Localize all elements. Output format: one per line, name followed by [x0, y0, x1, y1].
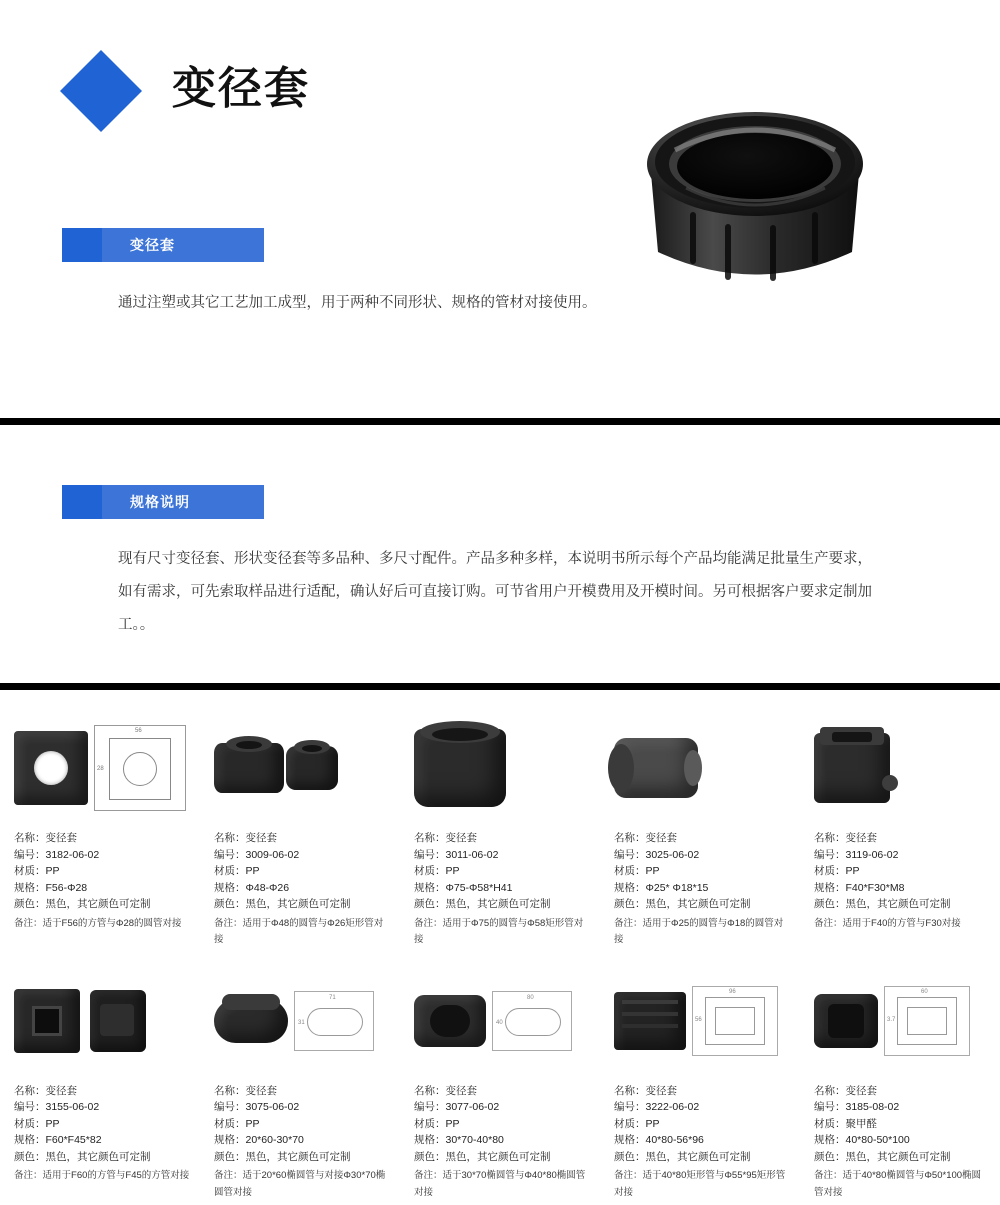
label-color: 颜色：: [814, 1151, 846, 1163]
label-name: 名称：: [214, 1085, 246, 1097]
product-specs: [414, 830, 590, 949]
value-material: PP: [646, 1118, 660, 1130]
value-color: 黑色，其它颜色可定制: [246, 1151, 351, 1163]
product-card: [800, 700, 1000, 953]
value-name: 变径套: [446, 832, 478, 844]
label-spec: 规格：: [214, 882, 246, 894]
technical-drawing-icon: 96 56: [692, 986, 778, 1056]
value-note: 适用于Φ25的圆管与Φ18的圆管对接: [614, 918, 783, 946]
tag-square-icon: [62, 228, 102, 262]
label-material: 材质：: [614, 1118, 646, 1130]
label-material: 材质：: [814, 865, 846, 877]
section-spec: [0, 425, 1000, 683]
value-name: 变径套: [646, 1085, 678, 1097]
label-name: 名称：: [414, 1085, 446, 1097]
value-note: 适用于F60的方管与F45的方管对接: [43, 1170, 190, 1181]
value-name: 变径套: [46, 1085, 78, 1097]
value-note: 适用于F40的方管与F30对接: [843, 918, 961, 929]
value-name: 变径套: [846, 1085, 878, 1097]
ribbed-bucket-icon: [414, 729, 506, 807]
value-material: PP: [846, 865, 860, 877]
label-name: 名称：: [214, 832, 246, 844]
product-specs: [414, 1083, 590, 1202]
label-note: 备注：: [14, 918, 43, 929]
label-material: 材质：: [414, 1118, 446, 1130]
label-spec: 规格：: [214, 1134, 246, 1146]
label-spec: 规格：: [814, 882, 846, 894]
tag-square-icon-2: [62, 485, 102, 519]
product-specs: [14, 830, 190, 932]
label-material: 材质：: [214, 865, 246, 877]
product-card: [0, 700, 200, 953]
product-specs: [214, 830, 390, 949]
label-note: 备注：: [14, 1170, 43, 1181]
cylinder-bushing-icon: [214, 743, 284, 793]
value-color: 黑色，其它颜色可定制: [646, 898, 751, 910]
value-color: 黑色，其它颜色可定制: [846, 1151, 951, 1163]
product-image: [614, 714, 790, 822]
technical-drawing-icon: 80 40: [492, 991, 572, 1051]
label-material: 材质：: [414, 865, 446, 877]
value-name: 变径套: [646, 832, 678, 844]
product-specs: [14, 1083, 190, 1185]
label-name: 名称：: [14, 832, 46, 844]
square-frame-icon: [14, 989, 80, 1053]
section-intro: [0, 0, 1000, 418]
value-spec: Φ48-Φ26: [246, 882, 290, 894]
label-note: 备注：: [414, 1170, 443, 1181]
divider-1: [0, 418, 1000, 425]
product-card: [200, 953, 400, 1205]
label-spec: 规格：: [414, 1134, 446, 1146]
value-code: 3185-08-02: [846, 1101, 900, 1113]
label-spec: 规格：: [614, 882, 646, 894]
value-color: 黑色，其它颜色可定制: [446, 1151, 551, 1163]
label-code: 编号：: [414, 1101, 446, 1113]
square-flange-icon: [14, 731, 88, 805]
label-spec: 规格：: [14, 1134, 46, 1146]
oval-plate-icon: [414, 995, 486, 1047]
value-note: 适于30*70椭圆管与Φ40*80椭圆管对接: [414, 1170, 585, 1198]
product-grid-wrapper: [0, 690, 1000, 1205]
product-image: [814, 967, 990, 1075]
label-spec: 规格：: [814, 1134, 846, 1146]
label-spec: 规格：: [414, 882, 446, 894]
label-color: 颜色：: [614, 1151, 646, 1163]
label-code: 编号：: [614, 849, 646, 861]
divider-2: [0, 683, 1000, 690]
technical-drawing-icon: 60 3.7: [884, 986, 970, 1056]
label-note: 备注：: [814, 1170, 843, 1181]
value-material: PP: [246, 865, 260, 877]
product-card: [400, 700, 600, 953]
label-name: 名称：: [14, 1085, 46, 1097]
product-image: [414, 967, 590, 1075]
label-material: 材质：: [14, 1118, 46, 1130]
label-note: 备注：: [414, 918, 443, 929]
label-color: 颜色：: [814, 898, 846, 910]
label-color: 颜色：: [14, 898, 46, 910]
product-image: [14, 967, 190, 1075]
label-code: 编号：: [614, 1101, 646, 1113]
label-material: 材质：: [614, 865, 646, 877]
value-material: 聚甲醛: [846, 1118, 878, 1130]
value-code: 3155-06-02: [46, 1101, 100, 1113]
product-card: [600, 700, 800, 953]
product-card: [400, 953, 600, 1205]
label-color: 颜色：: [214, 898, 246, 910]
label-color: 颜色：: [614, 898, 646, 910]
label-note: 备注：: [214, 1170, 243, 1181]
label-code: 编号：: [214, 1101, 246, 1113]
value-note: 适用于Φ75的圆管与Φ58矩形管对接: [414, 918, 583, 946]
label-name: 名称：: [814, 1085, 846, 1097]
value-spec: 20*60-30*70: [246, 1134, 304, 1146]
label-color: 颜色：: [214, 1151, 246, 1163]
hero-product-image: [620, 92, 890, 312]
title-row: [72, 62, 310, 120]
value-spec: 40*80-56*96: [646, 1134, 704, 1146]
value-material: PP: [446, 865, 460, 877]
label-note: 备注：: [614, 918, 643, 929]
product-specs: [814, 830, 990, 932]
value-name: 变径套: [246, 1085, 278, 1097]
product-card: [0, 953, 200, 1205]
value-material: PP: [46, 1118, 60, 1130]
label-color: 颜色：: [414, 898, 446, 910]
product-specs: [614, 1083, 790, 1202]
value-note: 适用于Φ48的圆管与Φ26矩形管对接: [214, 918, 383, 946]
value-color: 黑色，其它颜色可定制: [446, 898, 551, 910]
value-code: 3075-06-02: [246, 1101, 300, 1113]
product-image: [214, 967, 390, 1075]
clip-frame-icon: [814, 994, 878, 1048]
value-spec: Φ25* Φ18*15: [646, 882, 709, 894]
section-intro-tag-label: 变径套: [102, 228, 264, 262]
value-material: PP: [246, 1118, 260, 1130]
value-code: 3009-06-02: [246, 849, 300, 861]
value-color: 黑色，其它颜色可定制: [46, 898, 151, 910]
label-name: 名称：: [614, 1085, 646, 1097]
label-material: 材质：: [214, 1118, 246, 1130]
value-material: PP: [646, 865, 660, 877]
ring-bushing-icon: [286, 746, 338, 790]
label-spec: 规格：: [614, 1134, 646, 1146]
label-spec: 规格：: [14, 882, 46, 894]
product-card: [800, 953, 1000, 1205]
product-card: [200, 700, 400, 953]
value-name: 变径套: [846, 832, 878, 844]
product-image: [414, 714, 590, 822]
value-color: 黑色，其它颜色可定制: [846, 898, 951, 910]
product-card: [600, 953, 800, 1205]
value-note: 适于40*80矩形管与Φ55*95矩形管对接: [614, 1170, 785, 1198]
label-note: 备注：: [214, 918, 243, 929]
oval-cap-icon: [214, 999, 288, 1043]
value-code: 3011-06-02: [446, 849, 499, 861]
section-spec-description: 现有尺寸变径套、形状变径套等多品种、多尺寸配件。产品多种多样，本说明书所示每个产品均能满足批量生产要求，如有需求，可先索取样品进行适配，确认好后可直接订购。可节省用户开模费用及开模时间。另可根据客户要求定制加工。。: [118, 543, 878, 642]
stepped-plug-icon: [614, 738, 698, 798]
label-note: 备注：: [814, 918, 843, 929]
value-note: 适于40*80椭圆管与Φ50*100椭圆管对接: [814, 1170, 981, 1198]
value-spec: 40*80-50*100: [846, 1134, 910, 1146]
value-code: 3119-06-02: [846, 849, 899, 861]
value-color: 黑色，其它颜色可定制: [46, 1151, 151, 1163]
value-color: 黑色，其它颜色可定制: [246, 898, 351, 910]
label-color: 颜色：: [414, 1151, 446, 1163]
value-name: 变径套: [46, 832, 78, 844]
product-specs: [214, 1083, 390, 1202]
label-material: 材质：: [14, 865, 46, 877]
label-material: 材质：: [814, 1118, 846, 1130]
label-code: 编号：: [414, 849, 446, 861]
product-image: [814, 714, 990, 822]
square-back-icon: [90, 990, 146, 1052]
value-spec: 30*70-40*80: [446, 1134, 504, 1146]
value-spec: F56-Φ28: [46, 882, 88, 894]
page-title: 变径套: [172, 67, 310, 111]
section-spec-tag-label: 规格说明: [102, 485, 264, 519]
label-color: 颜色：: [14, 1151, 46, 1163]
value-code: 3025-06-02: [646, 849, 700, 861]
section-intro-description: 通过注塑或其它工艺加工成型，用于两种不同形状、规格的管材对接使用。: [118, 288, 618, 319]
product-image: [614, 967, 790, 1075]
value-material: PP: [46, 865, 60, 877]
value-code: 3077-06-02: [446, 1101, 500, 1113]
section-spec-tag: [62, 485, 264, 519]
label-note: 备注：: [614, 1170, 643, 1181]
value-spec: F60*F45*82: [46, 1134, 102, 1146]
label-name: 名称：: [814, 832, 846, 844]
value-note: 适于F56的方管与Φ28的圆管对接: [43, 918, 182, 929]
diamond-icon: [60, 50, 142, 132]
product-grid: [0, 700, 1000, 1205]
ribbed-rect-box-icon: [614, 992, 686, 1050]
reducer-bushing-illustration: [620, 92, 890, 312]
label-code: 编号：: [814, 849, 846, 861]
value-note: 适于20*60椭圆管与对接Φ30*70椭圆管对接: [214, 1170, 385, 1198]
label-code: 编号：: [214, 849, 246, 861]
label-name: 名称：: [614, 832, 646, 844]
label-code: 编号：: [14, 849, 46, 861]
value-name: 变径套: [246, 832, 278, 844]
product-specs: [814, 1083, 990, 1202]
value-material: PP: [446, 1118, 460, 1130]
product-image: [214, 714, 390, 822]
technical-drawing-icon: 56 28: [94, 725, 186, 811]
square-box-icon: [814, 733, 890, 803]
label-name: 名称：: [414, 832, 446, 844]
section-intro-tag: [62, 228, 264, 262]
value-spec: F40*F30*M8: [846, 882, 905, 894]
value-code: 3222-06-02: [646, 1101, 700, 1113]
value-spec: Φ75-Φ58*H41: [446, 882, 513, 894]
product-image: [14, 714, 190, 822]
label-code: 编号：: [14, 1101, 46, 1113]
technical-drawing-icon: 71 31: [294, 991, 374, 1051]
label-code: 编号：: [814, 1101, 846, 1113]
product-specs: [614, 830, 790, 949]
value-name: 变径套: [446, 1085, 478, 1097]
value-code: 3182-06-02: [46, 849, 100, 861]
value-color: 黑色，其它颜色可定制: [646, 1151, 751, 1163]
